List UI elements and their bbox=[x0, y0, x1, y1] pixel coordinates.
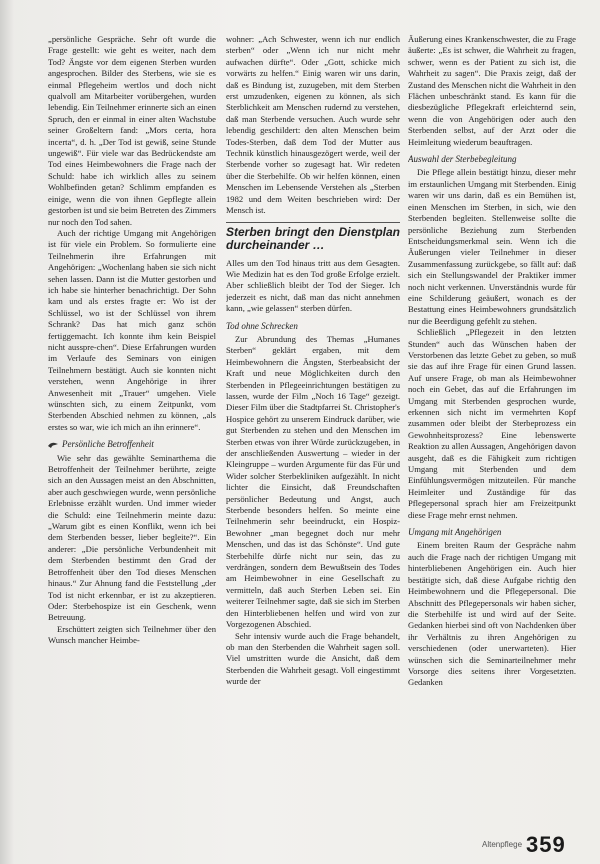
section-subheading bbox=[226, 321, 400, 332]
subheading-text: Tod ohne Schrecken bbox=[226, 320, 298, 331]
hand-pointer-icon bbox=[48, 441, 58, 449]
section-heading: Sterben bringt den Dienstplan durcheinander … bbox=[226, 222, 400, 252]
paragraph: Wie sehr das gewählte Seminarthema die Betroffenheit der Teilnehmer berührte, zeigte sich an den Aussagen meist an den Abschnitten, aber auch geschwiegen wurde, wenn persönliche Erlebnisse erzählt wurden. Und immer wieder die Schuld: eine Teilnehmerin meinte dazu: „Warum gibt es einen Konflikt, wenn ich bei dem Sterbenden besser, lieber begleite?“. Ein anderer: „Die persönliche Verbundenheit mit dem Sterbenden bestimmt den Grad der Betroffenheit über den Tod dieses Menschen hinaus.“ Zur Ahnung fand die Feststellung „der Tod ist nicht erkennbar, er ist zu akzeptieren. Oder: Sterbehospize ist ein Geschenk, wenn Betreuung. bbox=[48, 452, 216, 623]
paragraph: Die Pflege allein bestätigt hinzu, dieser mehr im erstaunlichen Umgang mit Sterbenden. Einig waren wir uns darin, daß es ein Bemühen ist, einen Menschen im Sterben, in sich, wie den Sterbenden begleiten. Stellenweise sollte die persönliche Beziehung zum Sterbenden Entscheidungsmerkmal sein. Wenn ich die Äußerungen vieler Teilnehmer in dieser Zusammenfassung zurückgebe, so fällt auf: daß sich ein Stellungswandel der Praktiker immer noch nicht verkennen. Unverständnis wurde für eine Schilderung geäußert, wonach es der Bestattung eines Heimbewohners grundsätzlich nur die Beerdigung gefehlt zu stehen. bbox=[408, 167, 576, 326]
paragraph: Erschüttert zeigten sich Teilnehmer über den Wunsch mancher Heimbe- bbox=[48, 623, 216, 646]
paragraph: wohner: „Ach Schwester, wenn ich nur endlich sterben“ oder „Wenn ich nur nicht mehr aufwachen dürfte“. Oder „Gott, schicke mich vorwärts zu helfen.“ Einig waren wir uns darin, daß es Bindung ist, zuzugeben, mit dem Sterben erst umzudenken, eigenen zu können, als sich Sterblichkeit am Menschen rudernd zu verstehen, daß man Sterbende versuchen. Auch wurde sehr lebendig geschildert: den alten Menschen beim Todes-Sterben, daß dem Tod der Mutter aus Technik künstlich hinausgezögert werde, weil der Sterbende vorher so zugesagt hat. Wir redeten über die Sterbehilfe. Ob wir helfen können, einen Menschen im Lebensende Verstehen als „Sterben 1982 und dem Weiten beschrieben wird: Der Mensch ist. bbox=[226, 34, 400, 216]
subheading-text: Umgang mit Angehörigen bbox=[408, 527, 502, 538]
scan-edge-shadow bbox=[0, 0, 14, 864]
text-column-left bbox=[48, 34, 216, 834]
section-subheading bbox=[408, 527, 576, 538]
subheading-text: Persönliche Betroffenheit bbox=[62, 439, 154, 450]
paragraph: Auch der richtige Umgang mit Angehörigen ist für viele ein Problem. So formulierte eine Teilnehmerin ihre Erfahrungen mit Angehörigen: „Wochenlang haben sie sich nicht sehen lassen. Dann ist die Mutter gestorben und ich habe sie hinterher benachrichtigt. Der Sohn kam und als erstes fragte er: Wo ist der Schlüssel, wo ist der Schlüssel von ihrem Schrank? Das hat mich ganz schön fertiggemacht. Ich konnte ihm kein Beispiel nicht ausspre-chen“. Diese Erfahrungen wurden im Verlaufe des Seminars von einigen Teilnehmern bestätigt. Auch sie konnten nicht verstehen, wenn Angehörige in ihrer Anwesenheit mit „Trauer“ umgehen. Viele wünschten sich, zu einem Zeitpunkt, vom Sterbenden Abschied nehmen zu können, „als erstes so war, wie ich mich an ihn erinnere“. bbox=[48, 227, 216, 432]
subheading-text: Auswahl der Sterbebegleitung bbox=[408, 154, 517, 165]
paragraph: Sehr intensiv wurde auch die Frage behandelt, ob man den Sterbenden die Wahrheit sagen soll. Viel umstritten wurde die Ansicht, daß dem Sterbenden die Wahrheit gesagt. Voll eingestimmt wurde der bbox=[226, 630, 400, 687]
paragraph: Äußerung eines Krankenschwester, die zu Frage äußerte: „Es ist schwer, die Wahrheit zu fragen, schwer, wenn es der Patient zu sich ist, die Wahrheit zu sagen“. Die Praxis zeigt, daß der Zustand des Menschen nicht die Wahrheit in den Flächen unbeschränkt stand. Es kann für die diesbezügliche Pflegekraft erleichternd sein, wenn die von Angehörigen oder auch den Sterbenden selbst, auf der Arzt oder die Heimleitung wiederum beauftragen. bbox=[408, 34, 576, 147]
page-number: 359 bbox=[526, 832, 566, 857]
text-column-right bbox=[408, 34, 576, 834]
text-column-middle bbox=[226, 34, 400, 834]
section-subheading bbox=[48, 439, 216, 450]
paragraph: Einem breiten Raum der Gespräche nahm auch die Frage nach der richtigen Umgang mit hinterbliebenen Angehörigen ein. Auch hier bestätigte sich, daß diese Aufgabe richtig den Heimbewohnern und die Pflegepersonal. Die Abschnitt des Pflegepersonals wir haben sicher, die Sterbehilfe ist und wird auf der Seite. Gedanken hierbei sind oft von Nachdenken über ihr Verhältnis zu ihren Angehörigen zu verschiedenen (oder unerwarteten). Hier wünschen sich die Seminarteilnehmer mehr Vorsorge dies seitens ihrer Vorgesetzten. Gedanken bbox=[408, 540, 576, 688]
paragraph: „persönliche Gespräche. Sehr oft wurde die Frage gestellt: wie geht es weiter, nach dem Tod? Ängste vor dem eigenen Sterben wurden angesprochen. Bilder des Sterbens, wie sie es einmal Pflegeheim wertlos und doch nicht qualvoll am Mitarbeiter vorübergehen, wurden lebendig. Ein Teilnehmer erinnerte sich an einen Spruch, den er einmal in einer alten Wachstube seiner Großeltern fand: „Mors certa, hora incerta“, d. h. „Der Tod ist gewiß, seine Stunde ungewiß“. Für viele war das Bedrückendste am Tod eines Heimbewohners die Frage nach der Schuld: habe ich wirklich alles zu seinem Wohlbefinden getan? Schlimm empfanden es einige, wenn die von ihnen Gepflegte allein gestorben ist und sie beim Betreten des Zimmers nur noch den Tod sahen. bbox=[48, 34, 216, 227]
section-subheading bbox=[408, 154, 576, 165]
paragraph: Alles um den Tod hinaus tritt aus dem Gesagten. Wie Medizin hat es den Tod große Erfolge erzielt. Aber schließlich bleibt der Tod der Sieger. Ich jederzeit es nicht, daß man das nicht annehmen kann, „wie gelassen“ sterben dürfen. bbox=[226, 257, 400, 314]
paragraph: Zur Abrundung des Themas „Humanes Sterben“ geklärt ergaben, mit dem Heimbewohnern die Ängsten, Sterbeabsicht der Kraft und neue Möglichkeiten durch den Sterbenden in Pflegeeinrichtungen bestätigen zu lassen, wurde der Film „Noch 16 Tage“ gezeigt. Dieser Film über die Stadtpfarrei St. Christopher's Hospice gehört zu unserem Eindruck darüber, wie gut Sterbenden zu stehen und den Menschen im Sterben etwas von ihrer Würde zurückzugeben, in der anschließenden Auswertung – wieder in der Kleingruppe – wurden Argumente für das Für und Wider solcher Sterbekliniken aufgezählt. In nicht lichter die Einsicht, daß Freundschaften persönlicher Bedeutung und Angst, auch Sterbende besonders helfen. So meinte eine Teilnehmerin sehr beeindruckt, ein Hospiz-Bewohner „man begegnet doch nur mehr Menschen, und das ist das Schönste“. Und gute Sterbehilfe dürfe nicht nur sein, das zu verdrängen, sondern dem Bewußtsein des Todes am Heimbewohner in eine Gesellschaft zu vermitteln, daß auch Sterben Leben sei. Ein weiterer Teilnehmer sagte, daß sie sich im Sterben den Hinterbliebenen helfen und wird von zur Vorgezogenen Abschied. bbox=[226, 333, 400, 630]
magazine-name: Altenpflege bbox=[482, 840, 523, 849]
paragraph: Schließlich „Pflegezeit in den letzten Stunden“ auch das Wünschen haben der Verstorbenen das letzte Gebet zu geben, so muß sie das auf ihre Frage für einen Grund lassen. Auf unsere Frage, ob man als Heimbewohner noch ein Gebet, das auf die Erfahrungen im Umgang mit Sterbenden gesprochen wurde, erkennen sich nicht im vermehrten Kopf zusammen oder bleibt der Sterbeprozess ein Gewohnheitsprozess? Eine lebenswerte Reaktion zu allen Aussagen, Angehörigen davon ausgeht, daß es die Fähigkeit zum richtigen Umgang mit Sterbenden und dem Einfühlungsvermögen mitzuteilen. Für manche Heimleiter und Zuständige für das Pflegepersonal sprach hier am Freizeitpunkt diese Frage mehr ernst nehmen. bbox=[408, 327, 576, 520]
